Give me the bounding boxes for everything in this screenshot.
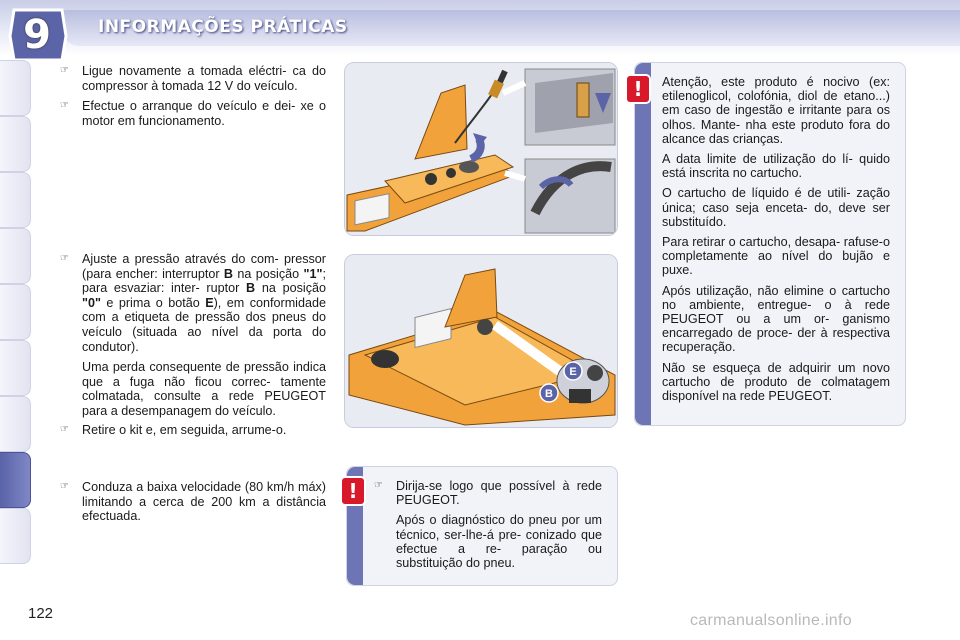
text-run: na posição <box>233 266 304 281</box>
page-number: 122 <box>28 605 54 622</box>
chapter-tabs <box>0 60 32 580</box>
chapter-tab-5[interactable] <box>0 284 31 340</box>
list-item <box>58 252 326 354</box>
label-b: B <box>545 388 553 400</box>
chapter-tab-3[interactable] <box>0 172 31 228</box>
pressure-loss-paragraph: Uma perda consequente de pressão indica que a fuga não ficou correc- tamente colmatada, consulte a rede PEUGEOT para a desempanagem do veículo. <box>82 360 326 418</box>
chapter-tab-9-active[interactable] <box>0 452 31 508</box>
list-item <box>58 423 326 438</box>
warning-paragraph: Atenção, este produto é nocivo (ex: etilenoglicol, colofónia, diol de etano...) em caso de ingestão e irritante para os olhos. Mante- nha este produto fora do alcance das crianças. <box>662 75 890 146</box>
list-item-text: Efectue o arranque do veículo e dei- xe o motor em funcionamento. <box>82 99 326 128</box>
bullet-arrow-icon: ☞ <box>374 480 383 491</box>
chapter-badge <box>6 6 68 64</box>
list-item <box>372 479 602 507</box>
warning-paragraph: Após utilização, não elimine o cartucho no ambiente, entregue- o à rede PEUGEOT ou a um or- ganismo encarregado de proce- der à respectiva recuperação. <box>662 283 890 355</box>
bullet-arrow-icon: ☞ <box>60 100 69 112</box>
warning-text-product <box>662 75 890 409</box>
page-title: INFORMAÇÕES PRÁTICAS <box>98 17 348 37</box>
warning-icon: ! <box>627 76 649 102</box>
warning-paragraph: Não se esqueça de adquirir um novo cartucho de produto de colmatagem disponível na rede PEUGEOT. <box>662 360 890 404</box>
text-run: Ajuste a pressão através do com- pressor (para encher: interruptor <box>82 252 326 281</box>
list-item-text: Conduza a baixa velocidade (80 km/h máx) limitando a cerca de 200 km a distância efectuada. <box>82 480 326 524</box>
figure-compressor-socket <box>344 62 618 236</box>
button-e-label: E <box>205 295 214 310</box>
warning-text-repair <box>372 479 602 576</box>
chapter-number: 9 <box>23 12 51 58</box>
chapter-tab-7[interactable] <box>0 396 31 452</box>
compressor-controls-illustration <box>345 255 617 427</box>
list-item <box>58 480 326 524</box>
watermark: carmanualsonline.info <box>690 612 852 629</box>
chapter-tab-6[interactable] <box>0 340 31 396</box>
bullet-arrow-icon: ☞ <box>60 253 69 264</box>
text-run: ; para esvaziar: inter- ruptor <box>82 266 326 296</box>
chapter-tab-2[interactable] <box>0 116 31 172</box>
switch-b-label: B <box>246 281 256 296</box>
bullet-arrow-icon: ☞ <box>60 65 69 76</box>
position-0-label: "0" <box>82 295 101 310</box>
bullet-arrow-icon: ☞ <box>60 423 69 435</box>
text-run: na posição <box>255 281 326 296</box>
instructions-block-3 <box>58 480 326 530</box>
warning-paragraph: O cartucho de líquido é de utili- zação única; caso seja enceta- do, deve ser substituído. <box>662 186 890 229</box>
list-item <box>58 99 326 128</box>
list-item-text: Ligue novamente a tomada eléctri- ca do compressor à tomada 12 V do veículo. <box>82 64 326 93</box>
warning-icon: ! <box>342 478 364 504</box>
figure-compressor-controls <box>344 254 618 428</box>
position-1-label: "1" <box>303 266 323 281</box>
chapter-tab-10[interactable] <box>0 508 31 564</box>
text-run: ), em conformidade com a etiqueta de pressão dos pneus do veículo (situada ao nível da porta do condutor). <box>82 295 326 354</box>
list-item <box>58 64 326 93</box>
bullet-arrow-icon: ☞ <box>60 481 69 492</box>
compressor-socket-illustration <box>345 63 617 235</box>
instructions-block-1 <box>58 64 326 134</box>
label-e: E <box>569 366 577 378</box>
text-run: e prima o botão <box>100 295 206 310</box>
chapter-tab-1[interactable] <box>0 60 31 116</box>
switch-b-label: B <box>223 266 234 281</box>
adjust-text <box>82 252 326 354</box>
warning-paragraph: Para retirar o cartucho, desapa- rafuse-o completamente ao nível do bujão e puxe. <box>662 235 890 278</box>
warning-paragraph: A data limite de utilização do lí- quido está inscrita no cartucho. <box>662 152 890 181</box>
list-item-text: Retire o kit e, em seguida, arrume-o. <box>82 422 287 437</box>
instructions-block-2 <box>58 252 326 443</box>
warning-strip <box>635 63 651 425</box>
chapter-tab-4[interactable] <box>0 228 31 284</box>
list-item-text: Dirija-se logo que possível à rede PEUGEOT. <box>396 479 602 508</box>
warning-paragraph: Após o diagnóstico do pneu por um técnico, ser-lhe-á pre- conizado que efectue a re- paração ou substituição do pneu. <box>396 513 602 571</box>
